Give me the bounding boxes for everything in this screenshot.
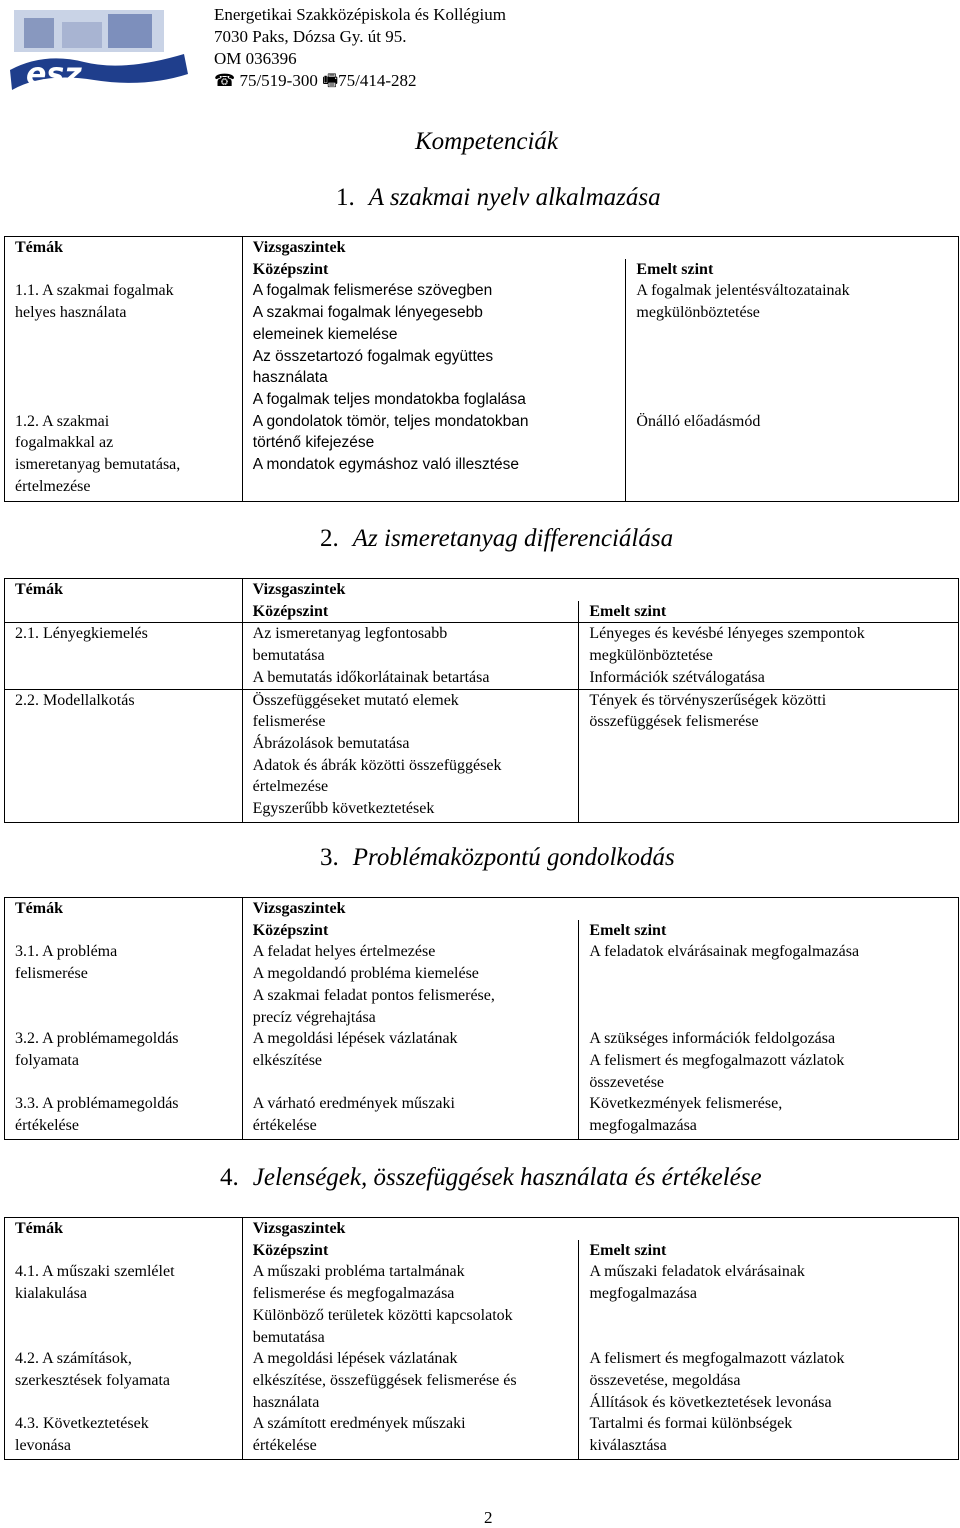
table-row (5, 411, 959, 502)
cell-text-line: Állítások és következtetések levonása (589, 1393, 832, 1411)
cell-text-line: A bemutatás időkorlátainak betartása (252, 668, 490, 686)
cell-text-line: Tartalmi és formai különbségek (589, 1415, 793, 1433)
header-vizsgaszintek: Vizsgaszintek (252, 1220, 346, 1237)
cell-text-line: 2.2. Modellalkotás (15, 691, 135, 709)
section-1-table (4, 236, 959, 502)
school-info (214, 4, 506, 92)
cell-text-line: összevetése (589, 1073, 665, 1091)
section-3-title (320, 844, 675, 872)
table-header-row (5, 237, 959, 259)
cell-text-line: 2.1. Lényegkiemelés (15, 625, 148, 643)
page-title: Kompetenciák (415, 128, 559, 155)
cell-text-line: ismeretanyag bemutatása, (15, 456, 181, 474)
header-vizsgaszintek: Vizsgaszintek (252, 900, 346, 917)
tema-cell (5, 411, 243, 502)
section-number: 1. (336, 184, 355, 211)
cell-text-line: megfogalmazása (589, 1285, 697, 1303)
cell-text-line: megfogalmazása (589, 1117, 697, 1135)
kozep-cell (242, 1261, 579, 1348)
cell-text-line: elemeinek kiemelése (252, 325, 398, 343)
header-temak: Témák (5, 579, 243, 601)
cell-text-line: értelmezése (15, 477, 91, 495)
school-name: Energetikai Szakközépiskola és Kollégium (214, 5, 506, 24)
section-title-text: Jelenségek, összefüggések használata és értékelése (252, 1164, 762, 1191)
emelt-cell (579, 1093, 959, 1139)
cell-text-line: értékelése (252, 1437, 317, 1455)
header-kozepszint: Középszint (242, 1240, 579, 1262)
table-row (5, 623, 959, 689)
table-header-row (5, 898, 959, 920)
cell-text-line: A megoldási lépések vázlatának (252, 1350, 458, 1368)
cell-text-line: Az összetartozó fogalmak együttes (252, 347, 494, 365)
kozep-cell (242, 941, 579, 1028)
cell-text-line: A szakmai feladat pontos felismerése, (252, 986, 495, 1004)
cell-text-line: A gondolatok tömör, teljes mondatokban (252, 412, 529, 430)
emelt-cell (579, 1348, 959, 1413)
section-1-title (336, 184, 661, 212)
cell-text-line: 3.2. A problémamegoldás (15, 1030, 179, 1048)
section-4-table (4, 1217, 959, 1460)
header-emelt-szint: Emelt szint (579, 601, 959, 623)
table-header-row (5, 579, 959, 601)
cell-text-line: helyes használata (15, 304, 127, 322)
cell-text-line: A szakmai fogalmak lényegesebb (252, 304, 483, 322)
school-address: 7030 Paks, Dózsa Gy. út 95. (214, 27, 407, 46)
table-subheader-row (5, 601, 959, 623)
school-om: OM 036396 (214, 49, 297, 68)
section-title-text: A szakmai nyelv alkalmazása (368, 184, 661, 211)
cell-text-line: Következmények felismerése, (589, 1095, 783, 1113)
cell-text-line: A fogalmak jelentésváltozatainak (636, 282, 850, 300)
cell-text-line: A feladatok elvárásainak megfogalmazása (589, 943, 860, 961)
cell-text-line: értékelése (252, 1117, 317, 1135)
header-vizsgaszintek: Vizsgaszintek (252, 581, 346, 598)
cell-text-line: A számított eredmények műszaki (252, 1415, 466, 1433)
cell-text-line: felismerése (252, 713, 326, 731)
table-subheader-row (5, 920, 959, 942)
emelt-cell (626, 411, 959, 502)
cell-text-line: A megoldandó probléma kiemelése (252, 965, 479, 983)
cell-text-line: folyamata (15, 1051, 79, 1069)
header-vizsgaszintek: Vizsgaszintek (252, 239, 346, 256)
header-kozepszint: Középszint (242, 601, 579, 623)
section-number: 2. (320, 525, 339, 552)
kozep-cell (242, 1093, 579, 1139)
emelt-cell (579, 1261, 959, 1348)
tema-cell (5, 1028, 243, 1093)
cell-text-line: A mondatok egymáshoz való illesztése (252, 456, 519, 474)
cell-text-line: Önálló előadásmód (636, 412, 761, 430)
table-header-row (5, 1218, 959, 1240)
table-row (5, 1261, 959, 1348)
cell-text-line: Lényeges és kevésbé lényeges szempontok (589, 625, 865, 643)
cell-text-line: értelmezése (252, 778, 329, 796)
cell-text-line: 4.2. A számítások, (15, 1350, 132, 1368)
tema-cell (5, 280, 243, 410)
kozep-cell (242, 1348, 579, 1413)
header-emelt-szint: Emelt szint (626, 259, 959, 281)
section-2-title (320, 525, 673, 553)
cell-text-line: levonása (15, 1437, 71, 1455)
table-row (5, 280, 959, 410)
cell-text-line: A felismert és megfogalmazott vázlatok (589, 1350, 845, 1368)
header-kozepszint: Középszint (242, 920, 579, 942)
cell-text-line: Összefüggéseket mutató elemek (252, 691, 459, 709)
table-row (5, 941, 959, 1028)
page-number: 2 (484, 1508, 493, 1527)
section-4-title (220, 1164, 762, 1192)
cell-text-line: A fogalmak felismerése szövegben (252, 282, 493, 300)
header-temak: Témák (5, 1218, 243, 1240)
table-subheader-row (5, 259, 959, 281)
phone-number: 75/519-300 (239, 71, 318, 90)
cell-text-line: Az ismeretanyag legfontosabb (252, 625, 448, 643)
table-row (5, 689, 959, 822)
cell-text-line: összevetése, megoldása (589, 1371, 741, 1389)
cell-text-line: A fogalmak teljes mondatokba foglalása (252, 390, 526, 408)
kozep-cell (242, 1028, 579, 1093)
cell-text-line: felismerése (15, 965, 88, 983)
emelt-cell (579, 1028, 959, 1093)
cell-text-line: megkülönböztetése (636, 304, 760, 322)
cell-text-line: 1.2. A szakmai (15, 412, 110, 430)
cell-text-line: Tények és törvényszerűségek közötti (589, 691, 827, 709)
cell-text-line: összefüggések felismerése (589, 713, 759, 731)
fax-number: 75/414-282 (338, 71, 417, 90)
cell-text-line: 3.3. A problémamegoldás (15, 1095, 179, 1113)
cell-text-line: kialakulása (15, 1285, 87, 1303)
cell-text-line: A műszaki feladatok elvárásainak (589, 1263, 805, 1281)
tema-cell (5, 941, 243, 1028)
cell-text-line: A feladat helyes értelmezése (252, 943, 436, 961)
cell-text-line: Egyszerűbb következtetések (252, 800, 435, 818)
cell-text-line: szerkesztések folyamata (15, 1371, 171, 1389)
cell-text-line: megkülönböztetése (589, 647, 713, 665)
header-temak: Témák (5, 898, 243, 920)
kozep-cell (242, 280, 626, 410)
emelt-cell (579, 689, 959, 822)
cell-text-line: elkészítése, összefüggések felismerése és (252, 1371, 517, 1389)
cell-text-line: bemutatása (252, 647, 325, 665)
cell-text-line: A várható eredmények műszaki (252, 1095, 455, 1113)
tema-cell (5, 623, 243, 689)
tema-cell (5, 689, 243, 822)
logo-lettering: esz (26, 57, 82, 92)
cell-text-line: elkészítése (252, 1051, 323, 1069)
cell-text-line: felismerése és megfogalmazása (252, 1285, 455, 1303)
cell-text-line: használata (252, 369, 328, 387)
cell-text-line: 4.3. Következtetések (15, 1415, 149, 1433)
header-emelt-szint: Emelt szint (579, 1240, 959, 1262)
cell-text-line: 4.1. A műszaki szemlélet (15, 1263, 175, 1281)
cell-text-line: használata (252, 1393, 320, 1411)
header-temak: Témák (5, 237, 243, 259)
cell-text-line: történő kifejezése (252, 434, 375, 452)
cell-text-line: Különböző területek közötti kapcsolatok (252, 1306, 513, 1324)
cell-text-line: A felismert és megfogalmazott vázlatok (589, 1051, 845, 1069)
tema-cell (5, 1348, 243, 1413)
kozep-cell (242, 623, 579, 689)
cell-text-line: fogalmakkal az (15, 434, 114, 452)
cell-text-line: A szükséges információk feldolgozása (589, 1030, 836, 1048)
table-row (5, 1028, 959, 1093)
tema-cell (5, 1413, 243, 1459)
section-title-text: Az ismeretanyag differenciálása (352, 525, 674, 552)
school-contacts (214, 70, 506, 92)
tema-cell (5, 1261, 243, 1348)
school-logo (4, 4, 194, 92)
table-row (5, 1093, 959, 1139)
cell-text-line: precíz végrehajtása (252, 1008, 376, 1026)
section-3-table (4, 897, 959, 1140)
table-subheader-row (5, 1240, 959, 1262)
emelt-cell (579, 941, 959, 1028)
phone-icon: ☎ (214, 71, 236, 90)
cell-text-line: bemutatása (252, 1328, 325, 1346)
emelt-cell (579, 623, 959, 689)
table-row (5, 1348, 959, 1413)
section-2-table (4, 578, 959, 823)
fax-icon: 🖷 (322, 71, 339, 90)
section-number: 4. (220, 1164, 239, 1191)
table-row (5, 1413, 959, 1459)
cell-text-line: Ábrázolások bemutatása (252, 734, 410, 752)
kozep-cell (242, 411, 626, 502)
tema-cell (5, 1093, 243, 1139)
section-title-text: Problémaközpontú gondolkodás (352, 844, 675, 871)
cell-text-line: Adatok és ábrák közötti összefüggések (252, 756, 502, 774)
cell-text-line: A műszaki probléma tartalmának (252, 1263, 465, 1281)
header-kozepszint: Középszint (242, 259, 626, 281)
kozep-cell (242, 689, 579, 822)
emelt-cell (626, 280, 959, 410)
cell-text-line: 3.1. A probléma (15, 943, 118, 961)
cell-text-line: kiválasztása (589, 1437, 667, 1455)
header-emelt-szint: Emelt szint (579, 920, 959, 942)
cell-text-line: értékelése (15, 1117, 79, 1135)
cell-text-line: A megoldási lépések vázlatának (252, 1030, 458, 1048)
section-number: 3. (320, 844, 339, 871)
cell-text-line: Információk szétválogatása (589, 668, 765, 686)
cell-text-line: 1.1. A szakmai fogalmak (15, 282, 174, 300)
kozep-cell (242, 1413, 579, 1459)
emelt-cell (579, 1413, 959, 1459)
